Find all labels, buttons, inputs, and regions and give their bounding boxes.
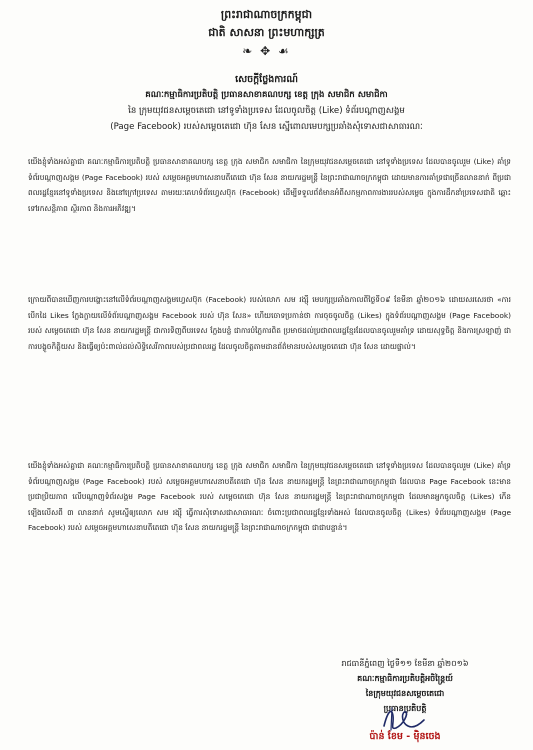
- closing-date: រាជធានីភ្នំពេញ ថ្ងៃទី១១ ខែមីនា ឆ្នាំ២០១៦: [341, 659, 469, 668]
- closing-role: ប្រធានប្រតិបត្តិ: [383, 704, 427, 713]
- statement-title: សេចក្តីថ្លែងការណ៍: [235, 74, 298, 85]
- national-motto: ជាតិ សាសនា ព្រះមហាក្សត្រ: [208, 26, 325, 39]
- paragraph-2: ក្រោយពីបានឃើញការបង្ហោះនៅលើទំព័របណ្តាញសង្គមហ្វេសប៊ុក (Facebook) របស់លោក សម រង្ស៊ី មេបក្សប្រឆាំងកាលពីថ្ងៃទី០៩ ខែមីនា ឆ្នាំ២០១៦ ដោយសរសេរថា «ការបើកដៃ Likes ក្លែងក្លាយលើទំព័របណ្តាញសង្គម Facebook របស់ ហ៊ុន សែន» ហើយចោទប្រកាន់ថា ការចុចចូលចិត្ត (Likes) ក្នុងទំព័របណ្តាញសង្គម (Page Facebook) របស់ សម្តេចតេជោ ហ៊ុន សែន នាយករដ្ឋមន្ត្រី ជាការទិញពីបរទេស ក្លែងបន្លំ ជាការបំភ្លៃការពិត ប្រមាថដល់ប្រជាពលរដ្ឋខ្មែរដែលបានចូលរួមគាំទ្រ ដោយសុទ្ធចិត្ត និងការស្រឡាញ់ ជាការបង្ខូចកិត្តិយស និងធ្វើឲ្យប៉ះពាល់ដល់សិទ្ធិសេរីភាពរបស់ប្រជាពលរដ្ឋ ដែលចូលចិត្តតាមដានព័ត៌មានរបស់សម្តេចតេជោ ហ៊ុន សែន ដោយផ្ទាល់។: [28, 295, 511, 351]
- paragraph-1: យើងខ្ញុំទាំងអស់គ្នាជា គណៈកម្មាធិការប្រតិបត្តិ ប្រធានសាខាគណបក្ស ខេត្ត ក្រុង សមាជិក សមាជិកា នៃក្រុមយុវជនសម្តេចតេជោ នៅទូទាំងប្រទេស ដែលបានចូលរួម (Like) គាំទ្រទំព័របណ្តាញសង្គម (Page Facebook) របស់ សម្តេចអគ្គមហាសេនាបតីតេជោ ហ៊ុន សែន នាយករដ្ឋមន្ត្រី នៃព្រះរាជាណាចក្រកម្ពុជា ដោយមានការគាំទ្រជាច្រើនលាននាក់ ពីប្រជាពលរដ្ឋខ្មែរនៅទូទាំងប្រទេស និងនៅក្រៅប្រទេស តាមរយៈគេហទំព័រហ្វេសប៊ុក (Facebook) ដើម្បីទទួលព័ត៌មានអំពីសកម្មភាពការងាររបស់សម្តេច ក្នុងការដឹកនាំប្រទេសជាតិ ឆ្ពោះទៅរកសន្តិភាព ស្ថិរភាព និងការអភិវឌ្ឍ។: [28, 157, 511, 213]
- closing-org-2: នៃក្រុមយុវជនសម្តេចតេជោ: [365, 689, 445, 698]
- ornament-divider: ❧ ✥ ☙: [242, 44, 291, 58]
- paragraph-3: យើងខ្ញុំទាំងអស់គ្នាជា គណៈកម្មាធិការប្រតិបត្តិ ប្រធានសាខាគណបក្ស ខេត្ត ក្រុង សមាជិក សមាជិកា នៃក្រុមយុវជនសម្តេចតេជោ នៅទូទាំងប្រទេស ដែលបានចូលរួម (Like) គាំទ្រទំព័របណ្តាញសង្គម (Page Facebook) របស់ សម្តេចអគ្គមហាសេនាបតីតេជោ ហ៊ុន សែន នាយករដ្ឋមន្ត្រី នៃព្រះរាជាណាចក្រកម្ពុជា ដែលបាន Page Facebook នេះមានប្រជាប្រិយភាព លើបណ្តាញទំព័រសង្គម Page Facebook របស់ សម្តេចតេជោ ហ៊ុន សែន នាយករដ្ឋមន្ត្រី នៃព្រះរាជាណាចក្រកម្ពុជា ដែលមានអ្នកចូលចិត្ត (Likes) កើនឡើងលើសពី ៣ លាននាក់ សូមស្នើឲ្យលោក សម រង្ស៊ី ធ្វើការសុំទោសជាសាធារណៈ ចំពោះប្រជាពលរដ្ឋខ្មែរទាំងអស់ ដែលបានចូលចិត្ត (Likes) ទំព័របណ្តាញសង្គម (Page Facebook) របស់ សម្តេចអគ្គមហាសេនាបតីតេជោ ហ៊ុន សែន នាយករដ្ឋមន្ត្រី នៃព្រះរាជាណាចក្រកម្ពុជា ជាជាបន្ទាន់។: [28, 461, 511, 532]
- statement-subtitle-3: (Page Facebook) របស់សម្តេចតេជោ ហ៊ុន សែន ស្នើពោលមេបក្សប្រឆាំងសុំទោសជាសាធារណៈ: [110, 122, 423, 132]
- statement-subtitle-1: គណៈកម្មាធិការប្រតិបត្តិ ប្រធានសាខាគណបក្ស ខេត្ត ក្រុង សមាជិក សមាជិកា: [145, 90, 388, 100]
- signer-name: ប៉ាន់ ខែម - ម៉ិនចេង: [369, 731, 441, 742]
- closing-org-1: គណៈកម្មាធិការប្រតិបត្តិអចិន្ត្រៃយ៍: [357, 674, 453, 683]
- kingdom-header: ព្រះរាជាណាចក្រកម្ពុជា: [220, 8, 313, 21]
- statement-subtitle-2: នៃ ក្រុមយុវជនសម្តេចតេជោ នៅទូទាំងប្រទេស ដែលចូលចិត្ត (Like) ទំព័របណ្តាញសង្គម: [128, 106, 405, 116]
